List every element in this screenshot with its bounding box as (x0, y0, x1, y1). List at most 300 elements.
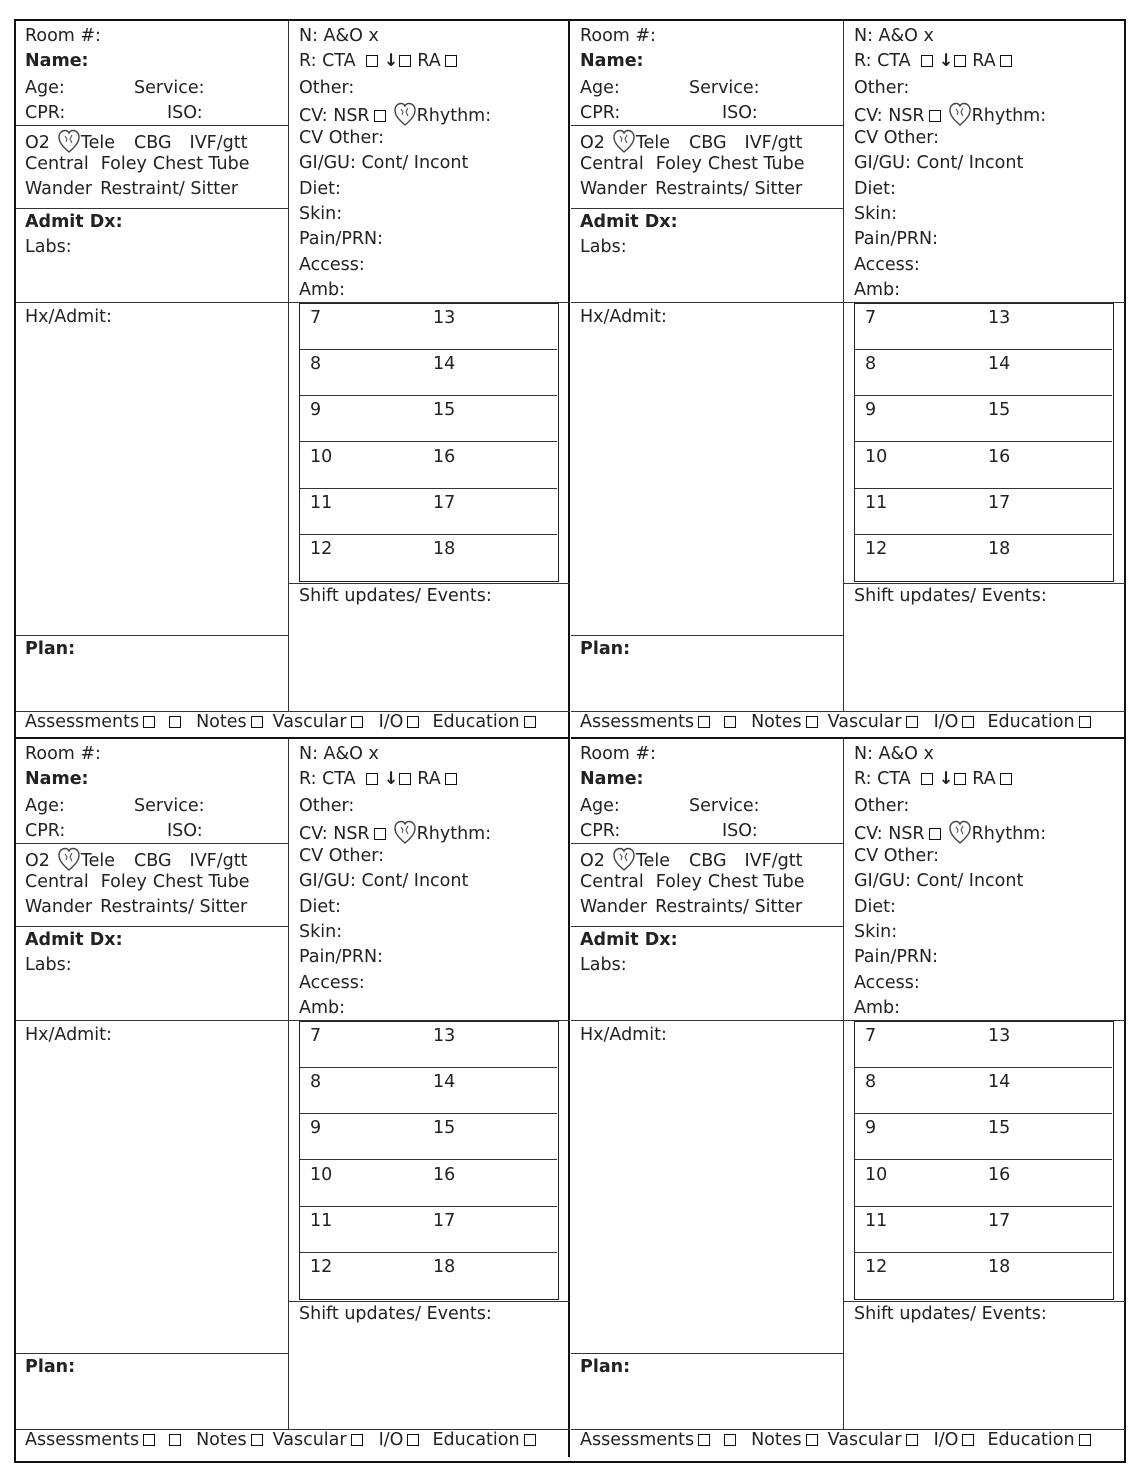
divider (288, 1301, 570, 1302)
cv-nsr-label: CV: NSR (299, 106, 370, 126)
hour-label: 15 (988, 400, 1011, 420)
resp-row (854, 50, 1012, 72)
central-label: Central (580, 154, 644, 174)
hour-label: 7 (310, 1026, 322, 1046)
plan-label: Plan: (580, 639, 631, 659)
cpr-label: CPR: (580, 821, 621, 841)
central-label: Central (580, 872, 644, 892)
foley-label: Foley (655, 154, 702, 174)
service-label: Service: (134, 796, 205, 816)
hour-row[interactable] (855, 1161, 1112, 1207)
hour-label: 18 (988, 1257, 1011, 1277)
assessments-checkbox[interactable] (143, 1434, 155, 1446)
hx-admit-label: Hx/Admit: (580, 307, 667, 327)
diminished-checkbox[interactable] (954, 773, 966, 785)
ra-label: RA (972, 769, 996, 789)
skin-label: Skin: (854, 204, 898, 224)
hour-label: 9 (310, 400, 322, 420)
foley-label: Foley (655, 872, 702, 892)
cv-nsr-label: CV: NSR (854, 106, 925, 126)
wander-label: Wander (25, 179, 93, 199)
hour-label: 7 (865, 1026, 877, 1046)
nsr-checkbox[interactable] (374, 110, 386, 122)
tele-label: Tele (635, 851, 671, 871)
iso-label: ISO: (722, 821, 758, 841)
devices-row-1 (580, 128, 802, 154)
notes-checkbox[interactable] (806, 716, 818, 728)
cv-other-label: CV Other: (299, 128, 385, 148)
labs-label: Labs: (580, 237, 627, 257)
ivf-label: IVF/gtt (744, 133, 803, 153)
down-arrow-icon: ↓ (383, 51, 399, 71)
cv-nsr-label: CV: NSR (299, 824, 370, 844)
hour-row[interactable] (300, 1207, 557, 1253)
hour-row[interactable] (300, 535, 557, 581)
heart-icon (949, 101, 971, 127)
service-label: Service: (689, 796, 760, 816)
io-checkbox[interactable] (962, 716, 974, 728)
neuro-label: N: A&O x (854, 744, 934, 764)
ra-checkbox[interactable] (1000, 773, 1012, 785)
cta-checkbox[interactable] (921, 773, 933, 785)
diminished-checkbox[interactable] (399, 55, 411, 67)
education-checkbox[interactable] (524, 716, 536, 728)
resp-row (299, 50, 457, 72)
hour-label: 17 (433, 493, 456, 513)
neuro-label: N: A&O x (299, 744, 379, 764)
heart-icon (394, 101, 416, 127)
hx-admit-label: Hx/Admit: (25, 1025, 112, 1045)
age-label: Age: (25, 78, 65, 98)
divider (571, 208, 843, 209)
vascular-checkbox[interactable] (906, 716, 918, 728)
hour-row[interactable] (855, 304, 1112, 350)
hour-label: 11 (865, 493, 888, 513)
wander-label: Wander (580, 179, 648, 199)
diet-label: Diet: (299, 179, 341, 199)
vascular-label: Vascular (272, 712, 347, 732)
hour-label: 16 (988, 1165, 1011, 1185)
hour-label: 9 (865, 1118, 877, 1138)
resp-label: R: CTA (854, 51, 911, 71)
divider (16, 125, 288, 126)
nsr-checkbox[interactable] (374, 828, 386, 840)
assessments-checkbox[interactable] (143, 716, 155, 728)
io-label: I/O (933, 1430, 959, 1450)
shift-updates-label: Shift updates/ Events: (854, 1304, 1047, 1324)
shift-updates-label: Shift updates/ Events: (299, 586, 492, 606)
footer-checklist (25, 1430, 536, 1450)
hour-label: 12 (310, 539, 333, 559)
access-label: Access: (854, 255, 920, 275)
column-divider (843, 739, 844, 1429)
heart-icon (394, 819, 416, 845)
wander-label: Wander (580, 897, 648, 917)
nsr-checkbox[interactable] (929, 110, 941, 122)
iso-label: ISO: (167, 821, 203, 841)
hour-label: 7 (865, 308, 877, 328)
restraint-label: Restraints/ Sitter (655, 897, 803, 917)
chest-tube-label: Chest Tube (707, 872, 805, 892)
shift-updates-label: Shift updates/ Events: (299, 1304, 492, 1324)
cv-row (854, 101, 1046, 127)
restraint-label: Restraints/ Sitter (100, 897, 248, 917)
diminished-checkbox[interactable] (399, 773, 411, 785)
cpr-label: CPR: (25, 103, 66, 123)
name-label: Name: (580, 769, 644, 789)
hour-label: 18 (433, 539, 456, 559)
patient-card (571, 21, 1125, 739)
ra-label: RA (417, 51, 441, 71)
notes-label: Notes (751, 712, 802, 732)
footer-checklist (580, 1430, 1091, 1450)
ivf-label: IVF/gtt (189, 851, 248, 871)
hour-label: 13 (433, 308, 456, 328)
diet-label: Diet: (854, 179, 896, 199)
hour-row[interactable] (300, 304, 557, 350)
chest-tube-label: Chest Tube (707, 154, 805, 174)
footer-checklist (25, 712, 536, 732)
devices-row-3 (25, 178, 238, 200)
footer-checklist (580, 712, 1091, 732)
hour-label: 17 (433, 1211, 456, 1231)
education-checkbox[interactable] (524, 1434, 536, 1446)
education-label: Education (987, 1430, 1075, 1450)
notes-checkbox[interactable] (251, 716, 263, 728)
hour-label: 12 (865, 1257, 888, 1277)
hour-label: 18 (988, 539, 1011, 559)
assessments-checkbox-2[interactable] (724, 716, 736, 728)
cv-row (854, 819, 1046, 845)
column-divider (288, 21, 289, 711)
assessments-checkbox-2[interactable] (169, 1434, 181, 1446)
neuro-label: N: A&O x (854, 26, 934, 46)
nsr-checkbox[interactable] (929, 828, 941, 840)
iso-label: ISO: (167, 103, 203, 123)
hour-row[interactable] (855, 1207, 1112, 1253)
hour-row[interactable] (855, 1022, 1112, 1068)
hour-label: 17 (988, 493, 1011, 513)
cv-row (299, 819, 491, 845)
hour-row[interactable] (300, 1068, 557, 1114)
iso-label: ISO: (722, 103, 758, 123)
admit-dx-label: Admit Dx: (580, 212, 678, 232)
age-label: Age: (25, 796, 65, 816)
hour-label: 9 (310, 1118, 322, 1138)
age-label: Age: (580, 78, 620, 98)
hour-label: 10 (310, 1165, 333, 1185)
devices-row-3 (580, 178, 802, 200)
education-label: Education (987, 712, 1075, 732)
hour-label: 13 (988, 1026, 1011, 1046)
hour-label: 11 (310, 1211, 333, 1231)
amb-label: Amb: (299, 998, 346, 1018)
hour-label: 10 (865, 447, 888, 467)
devices-row-2 (580, 871, 805, 893)
ra-label: RA (972, 51, 996, 71)
gigu-label: GI/GU: Cont/ Incont (299, 871, 469, 891)
divider (288, 583, 570, 584)
skin-label: Skin: (299, 922, 343, 942)
devices-row-2 (580, 153, 805, 175)
hour-row[interactable] (855, 1253, 1112, 1299)
pain-label: Pain/PRN: (299, 229, 384, 249)
hour-row[interactable] (855, 1068, 1112, 1114)
labs-label: Labs: (580, 955, 627, 975)
service-label: Service: (134, 78, 205, 98)
hx-admit-label: Hx/Admit: (25, 307, 112, 327)
admit-dx-label: Admit Dx: (25, 930, 123, 950)
hour-label: 7 (310, 308, 322, 328)
hour-label: 8 (865, 1072, 877, 1092)
cta-checkbox[interactable] (366, 55, 378, 67)
hour-label: 11 (310, 493, 333, 513)
hour-row[interactable] (300, 396, 557, 442)
assessments-label: Assessments (25, 1430, 140, 1450)
io-label: I/O (378, 1430, 404, 1450)
ivf-label: IVF/gtt (189, 133, 248, 153)
notes-label: Notes (196, 712, 247, 732)
wander-label: Wander (25, 897, 93, 917)
rhythm-label: Rhythm: (971, 106, 1047, 126)
hour-label: 14 (988, 1072, 1011, 1092)
cpr-label: CPR: (580, 103, 621, 123)
hour-label: 17 (988, 1211, 1011, 1231)
diminished-checkbox[interactable] (954, 55, 966, 67)
labs-label: Labs: (25, 237, 72, 257)
assessments-label: Assessments (580, 712, 695, 732)
hour-row[interactable] (855, 350, 1112, 396)
resp-row (299, 768, 457, 790)
hour-row[interactable] (300, 489, 557, 535)
hour-label: 12 (865, 539, 888, 559)
divider (571, 843, 843, 844)
divider (571, 125, 843, 126)
o2-label: O2 (25, 851, 50, 871)
other-label: Other: (854, 796, 910, 816)
cta-checkbox[interactable] (921, 55, 933, 67)
admit-dx-label: Admit Dx: (580, 930, 678, 950)
hour-label: 15 (433, 400, 456, 420)
ra-checkbox[interactable] (445, 55, 457, 67)
central-label: Central (25, 154, 89, 174)
age-label: Age: (580, 796, 620, 816)
education-label: Education (432, 712, 520, 732)
other-label: Other: (299, 796, 355, 816)
cpr-label: CPR: (25, 821, 66, 841)
hour-label: 16 (433, 1165, 456, 1185)
devices-row-1 (25, 128, 247, 154)
hour-label: 9 (865, 400, 877, 420)
gigu-label: GI/GU: Cont/ Incont (299, 153, 469, 173)
hour-label: 8 (865, 354, 877, 374)
hour-row[interactable] (300, 1114, 557, 1160)
amb-label: Amb: (854, 998, 901, 1018)
resp-row (854, 768, 1012, 790)
plan-label: Plan: (25, 639, 76, 659)
io-label: I/O (378, 712, 404, 732)
down-arrow-icon: ↓ (938, 769, 954, 789)
cta-checkbox[interactable] (366, 773, 378, 785)
hour-row[interactable] (300, 443, 557, 489)
assessments-checkbox-2[interactable] (169, 716, 181, 728)
name-label: Name: (25, 769, 89, 789)
notes-checkbox[interactable] (251, 1434, 263, 1446)
shift-updates-label: Shift updates/ Events: (854, 586, 1047, 606)
column-divider (288, 739, 289, 1429)
hour-label: 8 (310, 354, 322, 374)
education-checkbox[interactable] (1079, 716, 1091, 728)
room-label: Room #: (25, 744, 101, 764)
hour-row[interactable] (855, 489, 1112, 535)
vascular-checkbox[interactable] (906, 1434, 918, 1446)
ivf-label: IVF/gtt (744, 851, 803, 871)
tele-label: Tele (80, 133, 116, 153)
notes-label: Notes (751, 1430, 802, 1450)
divider (571, 635, 843, 636)
hour-label: 11 (865, 1211, 888, 1231)
devices-row-2 (25, 153, 250, 175)
gigu-label: GI/GU: Cont/ Incont (854, 871, 1024, 891)
admit-dx-label: Admit Dx: (25, 212, 123, 232)
assessments-checkbox[interactable] (698, 1434, 710, 1446)
o2-label: O2 (580, 133, 605, 153)
hourly-grid (299, 1021, 559, 1300)
skin-label: Skin: (299, 204, 343, 224)
amb-label: Amb: (299, 280, 346, 300)
tele-label: Tele (80, 851, 116, 871)
tele-label: Tele (635, 133, 671, 153)
education-label: Education (432, 1430, 520, 1450)
report-sheet (14, 19, 1126, 1463)
patient-card (16, 739, 570, 1457)
vascular-label: Vascular (827, 1430, 902, 1450)
o2-label: O2 (580, 851, 605, 871)
pain-label: Pain/PRN: (854, 947, 939, 967)
assessments-checkbox-2[interactable] (724, 1434, 736, 1446)
heart-icon (613, 128, 635, 154)
plan-label: Plan: (580, 1357, 631, 1377)
heart-icon (58, 128, 80, 154)
devices-row-3 (25, 896, 247, 918)
hour-label: 15 (988, 1118, 1011, 1138)
cv-other-label: CV Other: (854, 128, 940, 148)
devices-row-2 (25, 871, 250, 893)
divider (16, 843, 288, 844)
io-checkbox[interactable] (962, 1434, 974, 1446)
restraint-label: Restraint/ Sitter (100, 179, 239, 199)
assessments-label: Assessments (25, 712, 140, 732)
hour-label: 12 (310, 1257, 333, 1277)
divider (571, 926, 843, 927)
ra-checkbox[interactable] (1000, 55, 1012, 67)
amb-label: Amb: (854, 280, 901, 300)
access-label: Access: (299, 255, 365, 275)
hour-label: 13 (988, 308, 1011, 328)
vascular-checkbox[interactable] (351, 716, 363, 728)
rhythm-label: Rhythm: (416, 824, 492, 844)
io-checkbox[interactable] (407, 716, 419, 728)
divider (16, 635, 288, 636)
vascular-label: Vascular (272, 1430, 347, 1450)
other-label: Other: (854, 78, 910, 98)
hour-label: 14 (433, 1072, 456, 1092)
hour-row[interactable] (855, 443, 1112, 489)
pain-label: Pain/PRN: (854, 229, 939, 249)
vascular-label: Vascular (827, 712, 902, 732)
gigu-label: GI/GU: Cont/ Incont (854, 153, 1024, 173)
hour-label: 8 (310, 1072, 322, 1092)
room-label: Room #: (25, 26, 101, 46)
divider (16, 208, 288, 209)
access-label: Access: (854, 973, 920, 993)
diet-label: Diet: (854, 897, 896, 917)
resp-label: R: CTA (299, 769, 356, 789)
ra-checkbox[interactable] (445, 773, 457, 785)
hour-label: 14 (988, 354, 1011, 374)
column-divider (843, 21, 844, 711)
plan-label: Plan: (25, 1357, 76, 1377)
hourly-grid (854, 1021, 1114, 1300)
assessments-label: Assessments (580, 1430, 695, 1450)
o2-label: O2 (25, 133, 50, 153)
notes-checkbox[interactable] (806, 1434, 818, 1446)
chest-tube-label: Chest Tube (152, 872, 250, 892)
room-label: Room #: (580, 744, 656, 764)
hour-row[interactable] (300, 1161, 557, 1207)
hour-row[interactable] (855, 1114, 1112, 1160)
resp-label: R: CTA (299, 51, 356, 71)
cv-other-label: CV Other: (854, 846, 940, 866)
vascular-checkbox[interactable] (351, 1434, 363, 1446)
divider (16, 926, 288, 927)
divider (843, 583, 1125, 584)
labs-label: Labs: (25, 955, 72, 975)
hour-row[interactable] (300, 1253, 557, 1299)
cbg-label: CBG (134, 851, 172, 871)
service-label: Service: (689, 78, 760, 98)
hourly-grid (854, 303, 1114, 582)
room-label: Room #: (580, 26, 656, 46)
hour-label: 10 (310, 447, 333, 467)
divider (16, 1353, 288, 1354)
other-label: Other: (299, 78, 355, 98)
hour-row[interactable] (855, 396, 1112, 442)
cv-other-label: CV Other: (299, 846, 385, 866)
hourly-grid (299, 303, 559, 582)
cbg-label: CBG (134, 133, 172, 153)
education-checkbox[interactable] (1079, 1434, 1091, 1446)
restraint-label: Restraints/ Sitter (655, 179, 803, 199)
io-checkbox[interactable] (407, 1434, 419, 1446)
hour-row[interactable] (855, 535, 1112, 581)
assessments-checkbox[interactable] (698, 716, 710, 728)
hour-row[interactable] (300, 350, 557, 396)
diet-label: Diet: (299, 897, 341, 917)
name-label: Name: (25, 51, 89, 71)
devices-row-3 (580, 896, 802, 918)
hour-row[interactable] (300, 1022, 557, 1068)
hour-label: 14 (433, 354, 456, 374)
io-label: I/O (933, 712, 959, 732)
cv-row (299, 101, 491, 127)
foley-label: Foley (100, 154, 147, 174)
heart-icon (949, 819, 971, 845)
patient-card (571, 739, 1125, 1457)
cv-nsr-label: CV: NSR (854, 824, 925, 844)
hour-label: 16 (988, 447, 1011, 467)
cbg-label: CBG (689, 133, 727, 153)
